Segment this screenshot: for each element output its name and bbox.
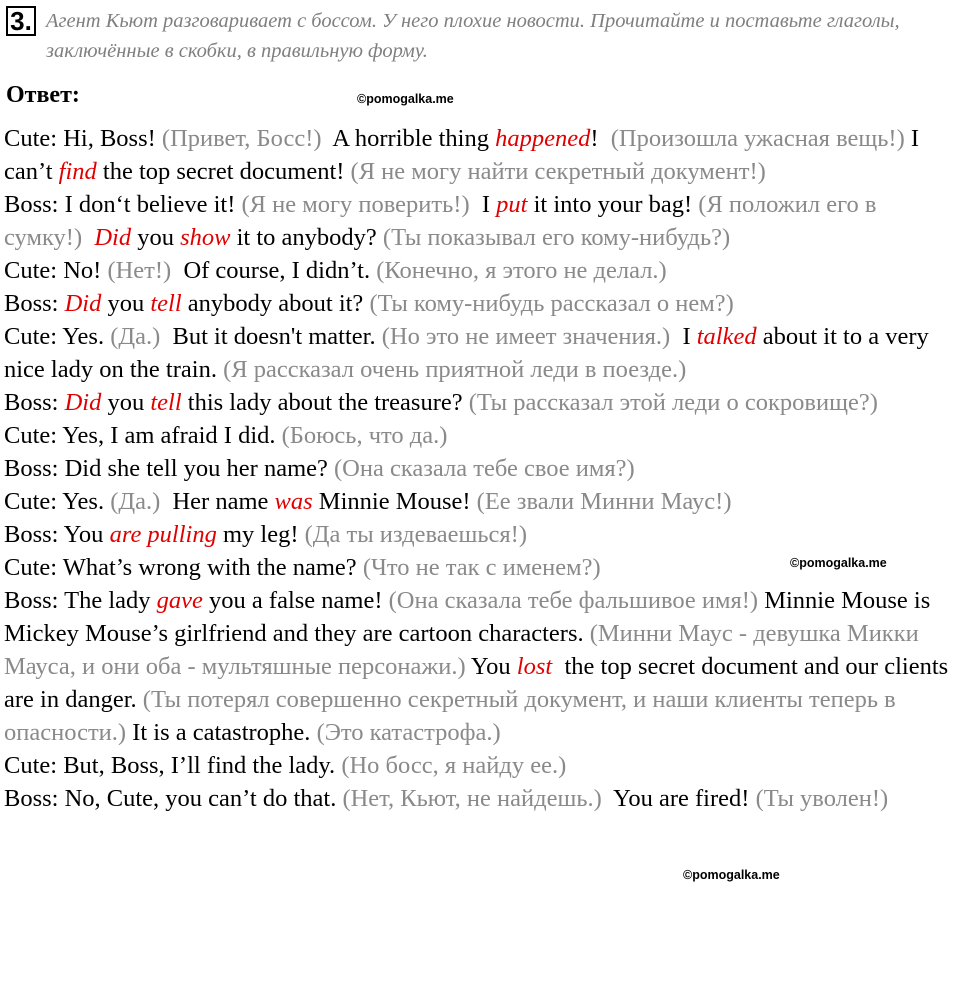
dialogue-text-segment: ! (590, 125, 611, 152)
dialogue-text-segment: Cute: Yes. (4, 323, 111, 350)
verb-answer: find (58, 158, 97, 185)
dialogue-text-segment: Boss: You (4, 521, 110, 548)
dialogue-text-segment: it to anybody? (230, 224, 383, 251)
verb-answer: talked (696, 323, 757, 350)
dialogue-text-segment: Boss: Did she tell you her name? (4, 455, 335, 482)
dialogue-text-segment: Minnie Mouse! (312, 488, 477, 515)
dialogue-text-segment: You are fired! (601, 785, 756, 812)
dialogue-line (4, 584, 958, 749)
dialogue-text-segment: Cute: Yes, I am afraid I did. (4, 422, 282, 449)
dialogue-line (4, 518, 958, 551)
dialogue-text-segment (82, 224, 94, 251)
dialogue-text-segment: you a false name! (202, 587, 389, 614)
dialogue-text-segment: Boss: No, Cute, you can’t do that. (4, 785, 343, 812)
verb-answer: are pulling (109, 521, 217, 548)
watermark: ©pomogalka.me (790, 556, 887, 570)
dialogue-text-segment: Minnie Mouse is Mickey Mouse’s girlfriend and they are cartoon characters. (4, 587, 937, 647)
dialogue-text-segment: I (670, 323, 697, 350)
dialogue-line (4, 419, 958, 452)
dialogue-text-segment: you (101, 290, 151, 317)
translation-text: (Боюсь, что да.) (281, 422, 448, 449)
translation-text: (Ее звали Минни Маус!) (476, 488, 732, 515)
translation-text: (Да.) (110, 323, 161, 350)
dialogue-line (4, 122, 958, 188)
verb-answer: tell (150, 290, 182, 317)
dialogue-text-segment: Cute: What’s wrong with the name? (4, 554, 363, 581)
dialogue-line (4, 551, 958, 584)
dialogue-text-segment: the top secret document and our clients are in danger. (4, 653, 955, 713)
dialogue-text-segment: this lady about the treasure? (181, 389, 469, 416)
translation-text: (Конечно, я этого не делал.) (376, 257, 667, 284)
translation-text: (Но это не имеет значения.) (381, 323, 671, 350)
task-number: 3. (6, 6, 36, 36)
dialogue-line (4, 254, 958, 287)
dialogue-line (4, 188, 958, 254)
dialogue-text-segment: Cute: No! (4, 257, 108, 284)
translation-text: (Я не могу поверить!) (241, 191, 470, 218)
translation-text: (Привет, Босс!) (161, 125, 322, 152)
dialogue-text-segment: Cute: Yes. (4, 488, 111, 515)
translation-text: (Ты показывал его кому-нибудь?) (382, 224, 731, 251)
translation-text: (Что не так с именем?) (362, 554, 601, 581)
dialogue-text-segment: Cute: But, Boss, I’ll find the lady. (4, 752, 342, 779)
dialogue-text-segment: Of course, I didn’t. (171, 257, 377, 284)
translation-text: (Я рассказал очень приятной леди в поезде.) (223, 356, 687, 383)
dialogue-text-segment: Cute: Hi, Boss! (4, 125, 162, 152)
translation-text: (Это катастрофа.) (316, 719, 501, 746)
translation-text: (Ты потерял совершенно секретный документ, и наши клиенты теперь в опасности.) (4, 686, 902, 746)
dialogue-text-segment: you (101, 389, 151, 416)
verb-answer: show (180, 224, 231, 251)
verb-answer: Did (94, 224, 132, 251)
translation-text: (Я положил его в сумку!) (4, 191, 883, 251)
dialogue-text-segment: the top secret document! (96, 158, 351, 185)
dialogue-line (4, 320, 958, 386)
dialogue-text-segment: A horrible thing (321, 125, 496, 152)
translation-text: (Она сказала тебе свое имя?) (334, 455, 635, 482)
translation-text: (Я не могу найти секретный документ!) (350, 158, 766, 185)
dialogue-text-segment: Boss: The lady (4, 587, 157, 614)
dialogue-text-segment: Boss: I don‘t believe it! (4, 191, 242, 218)
dialogue-line (4, 452, 958, 485)
answer-label: Ответ: (6, 82, 80, 108)
dialogue-line (4, 782, 958, 815)
verb-answer: Did (64, 290, 102, 317)
translation-text: (Нет!) (107, 257, 172, 284)
translation-text: (Ты рассказал этой леди о сокровище?) (468, 389, 878, 416)
translation-text: (Ты кому-нибудь рассказал о нем?) (369, 290, 734, 317)
dialogue-line (4, 485, 958, 518)
translation-text: (Она сказала тебе фальшивое имя!) (388, 587, 759, 614)
verb-answer: was (274, 488, 313, 515)
dialogue-text-segment: about it to a very nice lady on the train. (4, 323, 935, 383)
verb-answer: lost (516, 653, 553, 680)
dialogue-text-segment: You (465, 653, 517, 680)
task-instruction: Агент Кьют разговаривает с боссом. У него плохие новости. Прочитайте и поставьте глаголы, заключённые в скобки, в правильную форму. (46, 10, 900, 62)
dialogue-text-segment: Boss: (4, 290, 65, 317)
dialogue-text-segment: anybody about it? (181, 290, 370, 317)
dialogue-text-segment: my leg! (216, 521, 305, 548)
dialogue-text-segment: It is a catastrophe. (126, 719, 317, 746)
verb-answer: gave (156, 587, 203, 614)
dialogue-text-segment: Boss: (4, 389, 65, 416)
dialogue-text-segment: it into your bag! (527, 191, 699, 218)
translation-text: (Да ты издеваешься!) (304, 521, 527, 548)
dialogue-line (4, 386, 958, 419)
translation-text: (Но босс, я найду ее.) (341, 752, 567, 779)
dialogue-text-segment: I can’t (4, 125, 926, 185)
dialogue-line (4, 287, 958, 320)
verb-answer: happened (495, 125, 591, 152)
translation-text: (Ты уволен!) (755, 785, 889, 812)
verb-answer: put (496, 191, 528, 218)
verb-answer: Did (64, 389, 102, 416)
dialogue-text-segment: you (131, 224, 181, 251)
translation-text: (Произошла ужасная вещь!) (610, 125, 905, 152)
dialogue-text-segment: But it doesn't matter. (160, 323, 382, 350)
dialogue-text (4, 122, 958, 815)
translation-text: (Нет, Кьют, не найдешь.) (342, 785, 602, 812)
dialogue-text-segment: Her name (160, 488, 275, 515)
translation-text: (Минни Маус - девушка Микки Мауса, и они оба - мультяшные персонажи.) (4, 620, 925, 680)
translation-text: (Да.) (110, 488, 161, 515)
dialogue-line (4, 749, 958, 782)
dialogue-text-segment: I (469, 191, 497, 218)
watermark: ©pomogalka.me (357, 92, 454, 106)
watermark: ©pomogalka.me (683, 868, 780, 882)
verb-answer: tell (150, 389, 182, 416)
